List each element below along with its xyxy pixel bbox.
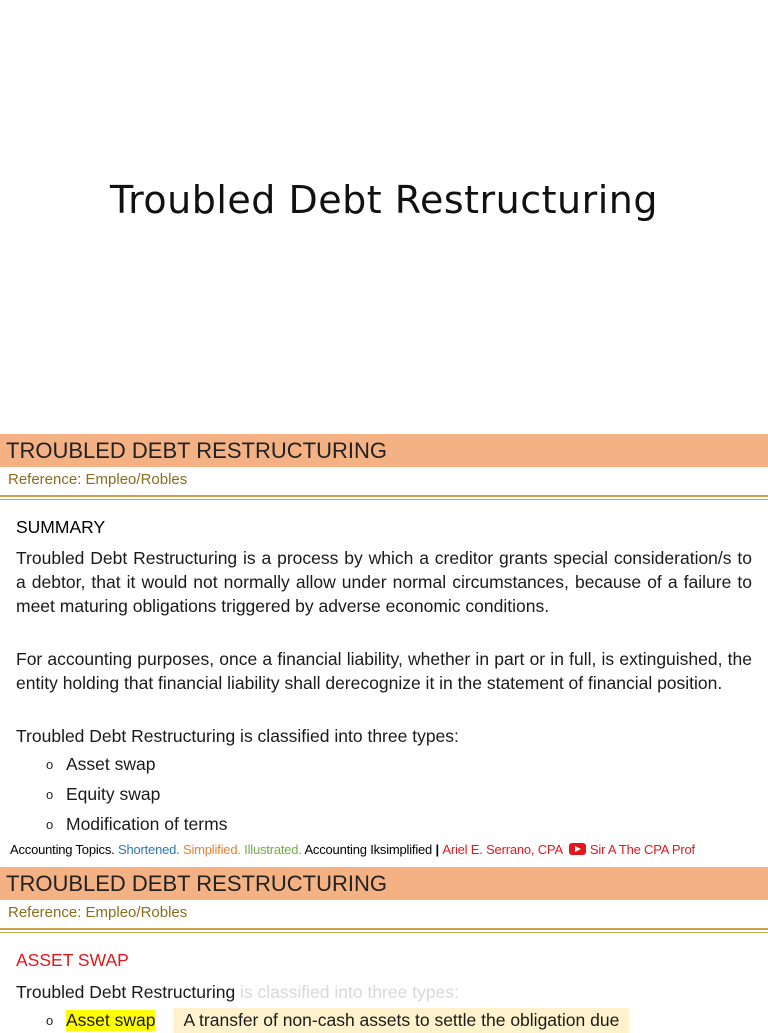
footer-credits xyxy=(10,842,695,857)
paragraph-definition xyxy=(16,546,752,618)
slide-banner: TROUBLED DEBT RESTRUCTURING xyxy=(0,867,768,900)
bullet-icon: o xyxy=(46,817,54,832)
divider xyxy=(0,495,768,500)
footer-shortened: Shortened. xyxy=(114,842,180,857)
reference-text: Reference: Empleo/Robles xyxy=(8,904,188,921)
youtube-icon xyxy=(569,843,586,855)
bullet-icon: o xyxy=(46,757,54,772)
list-item xyxy=(46,1008,629,1033)
footer-illustrated: Illustrated. xyxy=(240,842,302,857)
classification-text-faded: is classified into three types: xyxy=(235,982,459,1002)
footer-simplified: Simplified. xyxy=(179,842,241,857)
highlighted-term: Asset swap xyxy=(66,1010,156,1030)
footer-separator: | xyxy=(432,842,443,857)
definition-text: is a process by which a creditor grants special consideration/s to a debtor, that it would not normally allow under normal circumstances, because of a failure to meet maturing obligations triggered by adverse economic conditions. xyxy=(16,548,752,616)
list-item xyxy=(46,814,227,835)
footer-topics: Accounting Topics. xyxy=(10,842,115,857)
footer-author: Ariel E. Serrano, CPA xyxy=(442,842,563,857)
term-bold: Troubled Debt Restructuring xyxy=(16,982,236,1002)
footer-channel: Sir A The CPA Prof xyxy=(589,842,695,857)
term-bold: Troubled Debt Restructuring xyxy=(16,726,236,746)
term-bold: Troubled Debt Restructuring xyxy=(16,548,238,568)
divider xyxy=(0,928,768,933)
paragraph-classification xyxy=(16,980,752,1004)
bullet-icon: o xyxy=(46,787,54,802)
paragraph-derecognition: For accounting purposes, once a financial liability, whether in part or in full, is extinguished, the entity holding that financial liability shall derecognize it in the statement of financial position. xyxy=(16,649,752,693)
classification-text: is classified into three types: xyxy=(235,726,459,746)
list-item-label: Asset swap xyxy=(66,754,156,774)
footer-brand: Accounting Iksimplified xyxy=(301,842,433,857)
term-definition: A transfer of non-cash assets to settle the obligation due xyxy=(173,1008,629,1033)
paragraph-classification xyxy=(16,724,752,748)
page-title: Troubled Debt Restructuring xyxy=(110,178,658,222)
section-heading: SUMMARY xyxy=(16,517,106,537)
list-item xyxy=(46,754,155,775)
list-item-label: Modification of terms xyxy=(66,814,228,834)
bullet-icon: o xyxy=(46,1013,54,1028)
slide-banner: TROUBLED DEBT RESTRUCTURING xyxy=(0,434,768,467)
list-item xyxy=(46,784,160,805)
section-heading: ASSET SWAP xyxy=(16,950,129,970)
reference-text: Reference: Empleo/Robles xyxy=(8,471,188,488)
list-item-label: Equity swap xyxy=(66,784,161,804)
